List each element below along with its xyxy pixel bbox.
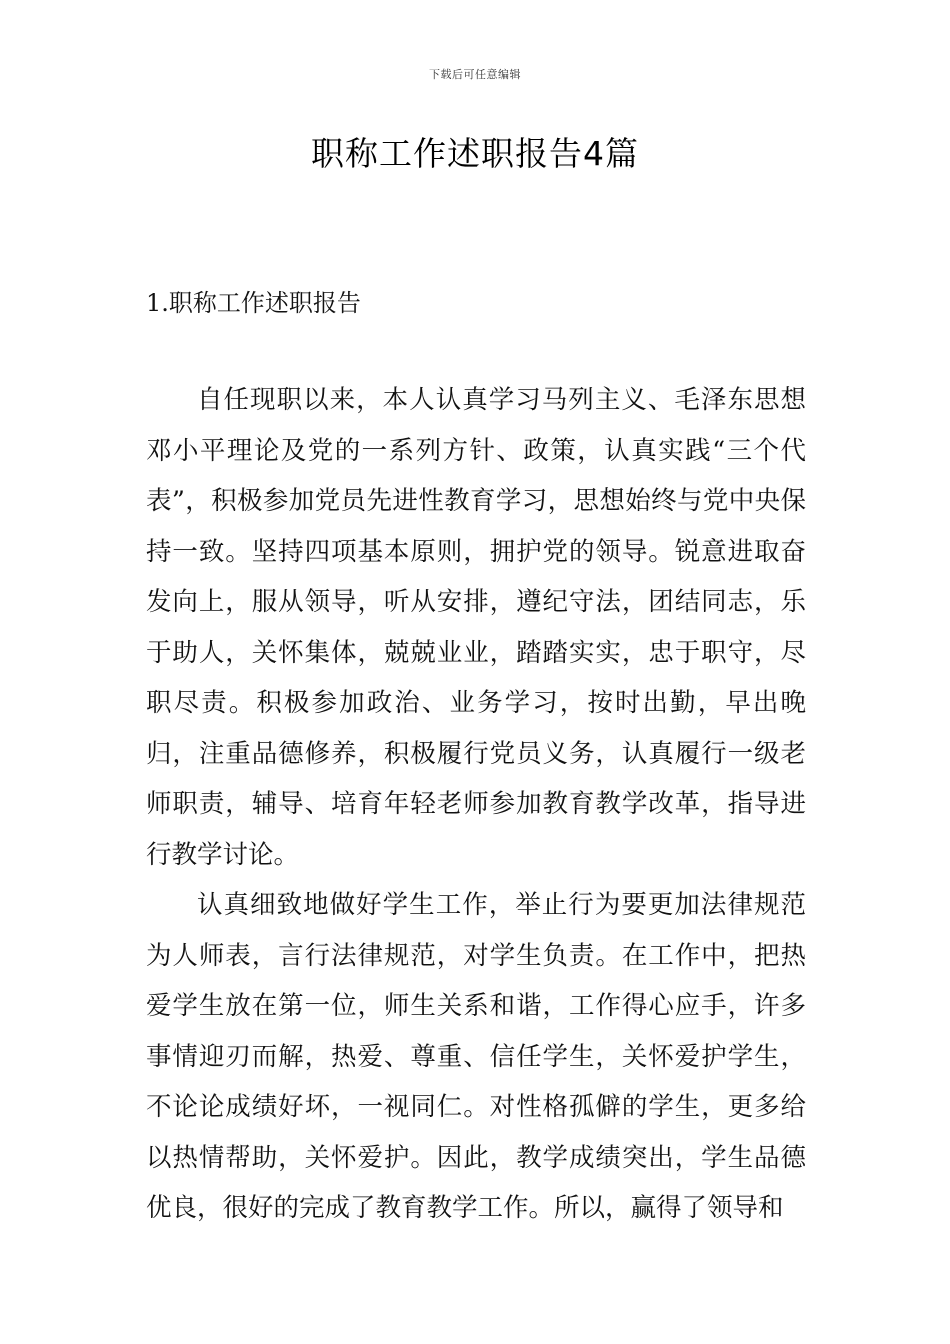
document-title: 职称工作述职报告4篇: [311, 134, 639, 173]
section-heading: 1.职称工作述职报告: [146, 289, 361, 317]
paragraph: 认真细致地做好学生工作，举止行为要更加法律规范为人师表，言行法律规范，对学生负责。在工作中，把热爱学生放在第一位，师生关系和谐，工作得心应手，许多事情迎刃而解，热爱、尊重、信任学生，关怀爱护学生，不论论成绩好坏，一视同仁。对性格孤僻的学生，更多给以热情帮助，关怀爱护。因此，教学成绩突出，学生品德优良，很好的完成了教育教学工作。所以，赢得了领导和: [146, 890, 806, 1223]
body-text: [146, 375, 806, 1234]
header-note: 下载后可任意编辑: [429, 68, 521, 81]
paragraph: 自任现职以来，本人认真学习马列主义、毛泽东思想邓小平理论及党的一系列方针、政策，认真实践“三个代表”，积极参加党员先进性教育学习，思想始终与党中央保持一致。坚持四项基本原则，拥护党的领导。锐意进取奋发向上，服从领导，听从安排，遵纪守法，团结同志，乐于助人，关怀集体，兢兢业业，踏踏实实，忠于职守，尽职尽责。积极参加政治、业务学习，按时出勤，早出晚归，注重品德修养，积极履行党员义务，认真履行一级老师职责，辅导、培育年轻老师参加教育教学改革，指导进行教学讨论。: [146, 385, 806, 870]
